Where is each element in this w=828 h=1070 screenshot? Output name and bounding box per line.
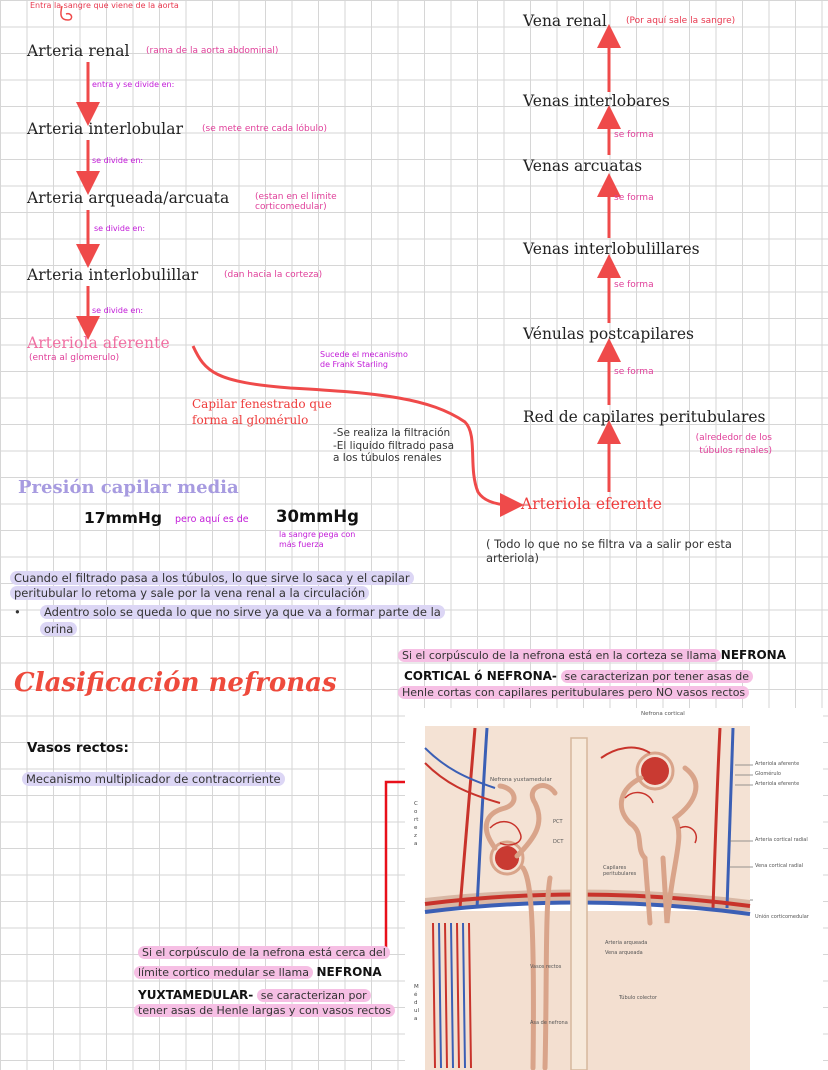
para-line-1-text: Cuando el filtrado pasa a los túbulos, lo que sirve lo saca y el capilar bbox=[10, 571, 414, 585]
se-forma-1: se forma bbox=[614, 130, 654, 140]
arteria-interlobular-note: (se mete entre cada lóbulo) bbox=[202, 124, 327, 134]
cortical-c: CORTICAL ó NEFRONA- bbox=[404, 669, 557, 683]
arteria-arqueada-title: Arteria arqueada/arcuata bbox=[27, 189, 230, 207]
para-line-2-text: peritubular lo retoma y sale por la vena renal a la circulación bbox=[10, 586, 369, 600]
cortical-line-2 bbox=[404, 669, 753, 683]
para-line-2 bbox=[10, 586, 369, 600]
side-label-corteza: Corteza bbox=[414, 801, 419, 847]
arrow-note-3: se divide en: bbox=[94, 224, 146, 233]
bullet-line-1 bbox=[40, 605, 445, 619]
cortical-b: NEFRONA bbox=[720, 648, 787, 662]
venulas-postcapilares-title: Vénulas postcapilares bbox=[523, 325, 694, 343]
cortical-line-1 bbox=[398, 648, 786, 662]
pressure-value-1: 17mmHg bbox=[84, 509, 162, 527]
label-asa-nefrona: Asa de nefrona bbox=[530, 1020, 568, 1026]
capilar-label: Capilar fenestrado que forma al glomérulo bbox=[192, 397, 332, 427]
filtration-note-2: -El liquido filtrado pasa bbox=[333, 439, 455, 452]
label-arteria-arqueada: Arteria arqueada bbox=[605, 940, 648, 946]
vena-renal-note: (Por aquí sale la sangre) bbox=[626, 16, 736, 26]
label-vena-arqueada: Vena arqueada bbox=[605, 950, 643, 956]
bullet-line-1-text: Adentro solo se queda lo que no sirve ya que va a formar parte de la bbox=[40, 605, 445, 619]
label-arteriola-eferente: Arteriola eferente bbox=[755, 781, 800, 787]
yuxta-c: NEFRONA bbox=[316, 965, 382, 979]
se-forma-2: se forma bbox=[614, 193, 654, 203]
pressure-value-2: 30mmHg bbox=[276, 507, 359, 526]
cortical-a: Si el corpúsculo de la nefrona está en la corteza se llama bbox=[398, 649, 721, 662]
arteria-interlobulillar-title: Arteria interlobulillar bbox=[27, 266, 199, 284]
arteriola-aferente-note: (entra al glomerulo) bbox=[29, 353, 120, 363]
arteria-interlobular-title: Arteria interlobular bbox=[27, 120, 184, 138]
red-capilares-note: (alrededor de los túbulos renales) bbox=[695, 433, 772, 456]
label-arteria-cortical: Arteria cortical radial bbox=[755, 837, 808, 843]
nephron-diagram bbox=[405, 708, 823, 1070]
arteria-interlobulillar-note: (dan hacia la corteza) bbox=[224, 270, 323, 280]
diagram-left-label: Nefrona yuxtamedular bbox=[490, 777, 552, 783]
label-tubulo-colector: Túbulo colector bbox=[619, 995, 657, 1001]
filtration-note-1: -Se realiza la filtración bbox=[333, 427, 451, 439]
cortical-line-3 bbox=[398, 685, 749, 699]
filtration-note-3: a los túbulos renales bbox=[333, 452, 442, 464]
cortical-e: Henle cortas con capilares peritubulares pero NO vasos rectos bbox=[398, 686, 749, 699]
arrow-note-1: entra y se divide en: bbox=[92, 80, 175, 89]
venas-arcuatas-title: Venas arcuatas bbox=[523, 157, 643, 175]
cortical-d: se caracterizan por tener asas de bbox=[561, 670, 754, 683]
filtration-notes bbox=[333, 427, 454, 465]
arteria-renal-note: (rama de la aorta abdominal) bbox=[146, 46, 279, 56]
yuxta-e: se caracterizan por bbox=[257, 989, 371, 1002]
se-forma-3: se forma bbox=[614, 280, 654, 290]
venas-interlobares-title: Venas interlobares bbox=[523, 92, 670, 110]
arteria-arqueada-note: (estan en el limite corticomedular) bbox=[255, 192, 337, 212]
starling-note: Sucede el mecanismo de Frank Starling bbox=[320, 350, 408, 369]
pressure-heading: Presión capilar media bbox=[18, 477, 239, 498]
vasos-rectos-title: Vasos rectos: bbox=[27, 740, 129, 756]
label-glomerulo: Glomérulo bbox=[755, 771, 781, 777]
bullet-dot: • bbox=[14, 605, 21, 619]
arrow-note-4: se divide en: bbox=[92, 306, 144, 315]
side-label-medula: Médula bbox=[414, 984, 420, 1022]
label-capilares: Capilares peritubulares bbox=[603, 865, 637, 877]
red-capilares-title: Red de capilares peritubulares bbox=[523, 408, 766, 426]
label-arteriola-aferente: Arteriola aferente bbox=[755, 761, 800, 767]
label-vasos-rectos: Vasos rectos bbox=[530, 964, 562, 970]
top-note: Entra la sangre que viene de la aorta bbox=[30, 1, 179, 10]
classification-heading: Clasificación nefronas bbox=[14, 668, 337, 698]
pressure-connector: pero aquí es de bbox=[175, 514, 249, 525]
yuxta-d: YUXTAMEDULAR- bbox=[138, 988, 254, 1002]
vena-renal-title: Vena renal bbox=[523, 12, 607, 30]
efferent-note: ( Todo lo que no se filtra va a salir por esta arteriola) bbox=[486, 537, 732, 565]
vasos-rectos-desc: Mecanismo multiplicador de contracorriente bbox=[22, 772, 285, 786]
arteria-renal-title: Arteria renal bbox=[27, 42, 130, 60]
arteriola-aferente-title: Arteriola aferente bbox=[27, 334, 170, 352]
se-forma-4: se forma bbox=[614, 367, 654, 377]
bullet-line-2-text: orina bbox=[40, 622, 77, 636]
diagram-top-label: Nefrona cortical bbox=[641, 711, 685, 717]
yuxta-a: Si el corpúsculo de la nefrona está cerca del bbox=[138, 946, 390, 959]
arteriola-eferente-title: Arteriola eferente bbox=[521, 495, 662, 513]
yuxta-b: límite cortico medular se llama bbox=[134, 966, 313, 979]
arrow-note-2: se divide en: bbox=[92, 156, 144, 165]
pressure-note: la sangre pega con más fuerza bbox=[279, 530, 356, 549]
label-pct: PCT bbox=[553, 819, 563, 825]
label-vena-cortical: Vena cortical radial bbox=[755, 863, 804, 869]
label-union: Unión corticomedular bbox=[755, 914, 809, 920]
venas-interlobulillares-title: Venas interlobulillares bbox=[523, 240, 700, 258]
label-dct: DCT bbox=[553, 839, 564, 845]
para-line-1 bbox=[10, 571, 414, 585]
yuxta-f: tener asas de Henle largas y con vasos rectos bbox=[134, 1004, 395, 1017]
bullet-line-2 bbox=[40, 622, 77, 636]
